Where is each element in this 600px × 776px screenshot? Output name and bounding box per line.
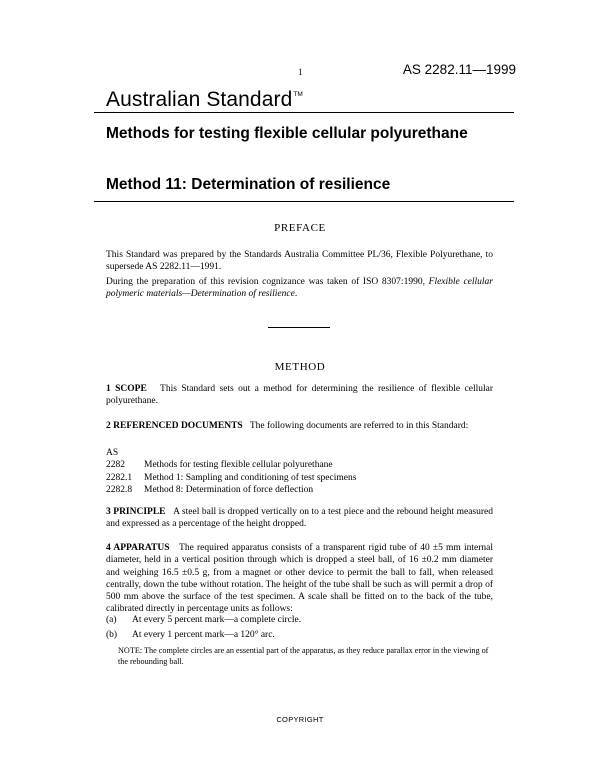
ref-code: 2282.1 — [106, 472, 133, 483]
preface-p2-end: . — [294, 289, 298, 300]
list-item — [106, 629, 493, 641]
title-rule — [94, 201, 514, 202]
scope-text: This Standard sets out a method for determining the resilience of flexible cellular polyurethane. — [106, 384, 493, 407]
item-label: (a) — [106, 615, 117, 625]
principle-section — [106, 506, 493, 531]
ref-code: 2282 — [106, 460, 125, 471]
principle-label: 3 PRINCIPLE — [106, 507, 166, 517]
ref-title: Method 8: Determination of force deflection — [144, 484, 314, 495]
scope-section — [106, 383, 493, 408]
document-title: Methods for testing flexible cellular polyurethane — [106, 125, 468, 142]
iso-title: Flexible cellular polymeric materials—Determination of resilience — [106, 277, 494, 300]
refdocs-label: 2 REFERENCED DOCUMENTS — [106, 421, 243, 431]
apparatus-label: 4 APPARATUS — [106, 543, 170, 553]
brand-title — [106, 88, 303, 112]
trademark-mark: TM — [293, 91, 303, 98]
item-label: (b) — [106, 630, 118, 640]
preface-paragraph-2 — [106, 276, 493, 301]
note: NOTE: The complete circles are an essential part of the apparatus, as they reduce parallax error in the viewing of the rebounding ball. — [118, 646, 489, 666]
preface-paragraph-1: This Standard was prepared by the Standards Australia Committee PL/36, Flexible Polyurethane, to supersede AS 2282.11—1991. — [106, 250, 493, 273]
copyright-footer: COPYRIGHT — [276, 715, 324, 724]
standard-number: AS 2282.11—1999 — [402, 62, 516, 77]
section-divider — [268, 327, 330, 328]
ref-code: 2282.8 — [106, 484, 133, 495]
refdocs-text: The following documents are referred to in this Standard: — [249, 421, 469, 431]
item-text: At every 1 percent mark—a 120° arc. — [132, 630, 275, 640]
ref-title: Methods for testing flexible cellular polyurethane — [144, 460, 333, 471]
page-number: 1 — [298, 67, 303, 77]
referenced-documents-section — [106, 420, 493, 432]
ref-title: Method 1: Sampling and conditioning of test specimens — [144, 472, 357, 483]
list-item — [106, 484, 356, 496]
preface-p2-text: During the preparation of this revision cognizance was taken of ISO 8307:1990, — [106, 277, 429, 287]
apparatus-text: The required apparatus consists of a transparent rigid tube of 40 ±5 mm internal diameter, held in a vertical position through which is dropped a steel ball, of 16 ±0.2 mm diameter and weighing 16.5 ±0.5 g, from a magnet or other device to permit the ball to fall, when released centrally, down the tube without rotation. The height of the tube shall be such as will permit a drop of 500 mm above the surface of the test specimen. A scale shall be fitted on to the back of the tube, calibrated directly in percentage units as follows: — [106, 543, 493, 615]
apparatus-section — [106, 542, 493, 616]
item-text: At every 5 percent mark—a complete circle. — [132, 615, 302, 625]
list-item — [106, 459, 356, 471]
principle-text: A steel ball is dropped vertically on to a test piece and the rebound height measured and expressed as a percentage of the height dropped. — [106, 507, 494, 530]
refs-heading: AS — [106, 448, 119, 458]
scope-label: 1 SCOPE — [106, 384, 147, 394]
preface-heading: PREFACE — [274, 222, 326, 234]
list-item — [106, 472, 356, 484]
list-item — [106, 614, 493, 626]
brand-name: Australian Standard — [106, 88, 293, 111]
references-list — [106, 447, 356, 496]
method-heading: METHOD — [274, 361, 326, 373]
header-rule — [94, 112, 514, 113]
method-title: Method 11: Determination of resilience — [106, 176, 391, 193]
